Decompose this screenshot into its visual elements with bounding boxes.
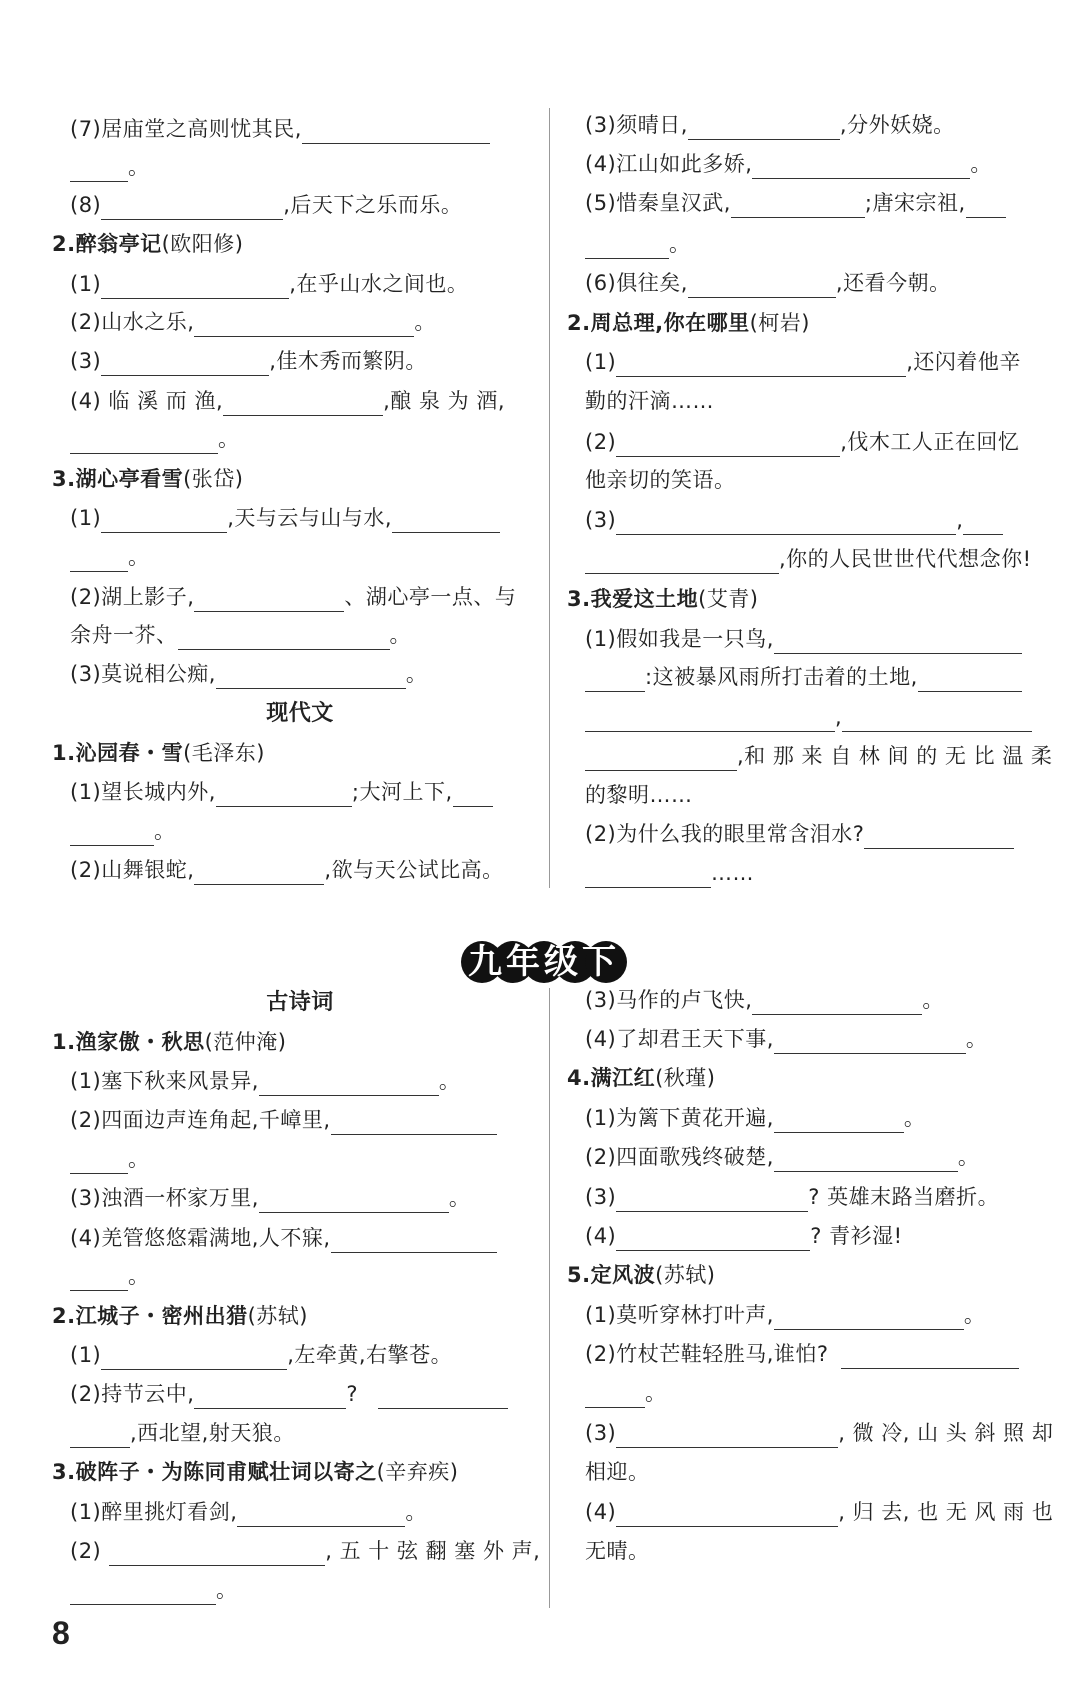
item-line [585,1457,650,1487]
answer-blank[interactable] [585,236,669,259]
item-line [585,465,736,495]
answer-blank[interactable] [302,121,490,144]
prompt-text: (1)为篱下黄花开遍, [585,1106,774,1130]
prompt-text: (1)塞下秋来风景异, [70,1069,259,1093]
heading-author: (张岱) [183,467,244,491]
prompt-text: 的黎明…… [585,783,693,807]
answer-blank[interactable] [331,1112,497,1135]
prompt-text: ,天与云与山与水, [227,506,393,530]
prompt-text: ,在乎山水之间也。 [289,272,469,296]
answer-blank[interactable] [101,276,289,299]
answer-blank[interactable] [864,826,1014,849]
prompt-text: (4)江山如此多娇, [585,152,753,176]
prompt-text: ,佳木秀而繁阴。 [269,349,427,373]
prompt-text: (5)惜秦皇汉武, [585,191,731,215]
item-line [585,702,1032,732]
item-line [70,1223,497,1253]
prompt-text: 余舟一芥、 [70,623,178,647]
item-line [585,188,1006,218]
heading-number: 3. [52,467,76,491]
answer-blank[interactable] [194,589,344,612]
item-line [70,1144,150,1174]
answer-blank[interactable] [774,1031,966,1054]
answer-blank[interactable] [585,865,711,888]
prompt-text: 。 [970,152,992,176]
item-line [70,1261,150,1291]
item-line [585,1221,903,1251]
prompt-text: ? [346,1382,359,1406]
answer-blank[interactable] [774,1307,964,1330]
heading-number: 3. [52,1460,76,1484]
answer-blank[interactable] [752,992,922,1015]
item-line [585,347,1021,377]
heading-title: 破阵子・为陈同甫赋壮词以寄之 [75,1460,377,1484]
prompt-text: 。 [448,1186,471,1210]
item-line [585,110,955,140]
prompt-text: , [956,508,964,532]
answer-blank[interactable] [774,1149,958,1172]
poem-heading [52,229,243,259]
heading-title: 醉翁亭记 [75,232,162,256]
heading-title: 沁园春・雪 [75,741,184,765]
prompt-text: (2) [70,1539,102,1563]
answer-blank[interactable] [70,1582,216,1605]
item-line [585,1378,667,1408]
item-line [585,386,714,416]
page-number: 8 [52,1615,70,1651]
prompt-text: (3) [585,1421,617,1445]
answer-blank[interactable] [70,549,128,572]
prompt-text: (2)四面歌残终破楚, [585,1145,774,1169]
prompt-text: 。 [128,1147,150,1171]
item-line [585,268,951,298]
prompt-text: (1)醉里挑灯看剑, [70,1500,238,1524]
item-line [585,1418,1053,1448]
item-line [70,1418,295,1448]
prompt-text: 。 [128,155,150,179]
answer-blank[interactable] [616,512,956,535]
prompt-text: 、湖心亭一点、与 [344,585,517,609]
answer-blank[interactable] [774,631,1022,654]
item-line [70,346,427,376]
item-line [70,503,500,533]
answer-blank[interactable] [392,510,500,533]
poem-heading [567,1063,715,1093]
banner-title: 九年级下册 [468,942,620,1030]
answer-blank[interactable] [616,1228,810,1251]
heading-author: (秋瑾) [655,1066,716,1090]
section-title-modern: 现代文 [266,701,334,726]
prompt-text: (8) [70,193,102,217]
prompt-text: 他亲切的笑语。 [585,468,736,492]
item-line [585,780,693,810]
prompt-text: , [835,705,843,729]
heading-number: 5. [567,1263,591,1287]
answer-blank[interactable] [223,393,383,416]
item-line [585,624,1022,654]
answer-blank[interactable] [842,709,1032,732]
prompt-text: 勤的汗滴…… [585,389,714,413]
prompt-text: (2)为什么我的眼里常含泪水? [585,822,865,846]
prompt-text: (4) [585,1500,617,1524]
heading-title: 我爱这土地 [590,587,699,611]
prompt-text: ,左牵黄,右擎苍。 [287,1343,453,1367]
item-line [585,427,1019,457]
prompt-text: (3) [585,1185,617,1209]
answer-blank[interactable] [101,353,269,376]
answer-blank[interactable] [616,1189,808,1212]
prompt-text: 。 [903,1106,926,1130]
item-line [585,662,1022,692]
prompt-text: (2) [585,430,617,454]
heading-author: (欧阳修) [161,232,244,256]
answer-blank[interactable] [616,1504,838,1527]
answer-blank[interactable] [616,434,840,457]
heading-author: (苏轼) [247,1304,308,1328]
prompt-text: 。 [957,1145,980,1169]
answer-blank[interactable] [194,1386,346,1409]
prompt-text: 。 [438,1069,461,1093]
answer-blank[interactable] [378,1386,508,1409]
item-line [585,149,992,179]
prompt-text: ,伐木工人正在回忆 [840,430,1020,454]
prompt-text: (4)羌管悠悠霜满地,人不寐, [70,1226,331,1250]
poem-heading [567,1260,715,1290]
poem-heading [52,1301,308,1331]
prompt-text: 。 [669,232,691,256]
item-line [585,1536,650,1566]
heading-number: 2. [567,311,591,335]
prompt-text: , 归 去, 也 无 风 雨 也 [838,1500,1054,1524]
item-line [70,190,462,220]
prompt-text: 。 [128,545,150,569]
answer-blank[interactable] [259,1190,449,1213]
item-line [70,1066,460,1096]
heading-title: 满江红 [590,1066,656,1090]
prompt-text: ,欲与天公试比高。 [324,858,504,882]
item-line [70,542,150,572]
answer-blank[interactable] [688,117,840,140]
item-line [70,1497,427,1527]
prompt-text: (7)居庙堂之高则忧其民, [70,117,302,141]
answer-blank[interactable] [688,275,836,298]
answer-blank[interactable] [101,197,283,220]
heading-number: 2. [52,1304,76,1328]
heading-number: 1. [52,1030,76,1054]
prompt-text: 。 [128,1264,150,1288]
prompt-text: (4)了却君王天下事, [585,1027,774,1051]
prompt-text: ;唐宋宗祖, [864,191,966,215]
item-line [70,582,516,612]
item-line [585,1497,1053,1527]
item-line [70,620,411,650]
prompt-text: 。 [645,1381,667,1405]
item-line [70,1575,238,1605]
answer-blank[interactable] [585,551,779,574]
answer-blank[interactable] [194,862,324,885]
heading-number: 2. [52,232,76,256]
answer-blank[interactable] [70,431,218,454]
answer-blank[interactable] [178,627,390,650]
answer-blank[interactable] [70,159,128,182]
item-line [70,424,240,454]
prompt-text: (6)俱往矣, [585,271,688,295]
prompt-text: (3)浊酒一杯家万里, [70,1186,259,1210]
answer-blank[interactable] [731,195,865,218]
answer-blank[interactable] [101,510,227,533]
prompt-text: (4) 临 溪 而 渔, [70,389,224,413]
heading-author: (辛弃疾) [376,1460,459,1484]
item-line [585,1024,987,1054]
item-line [70,1340,452,1370]
item-line [70,659,427,689]
prompt-text: 。 [218,427,240,451]
prompt-text: ,西北望,射天狼。 [130,1421,295,1445]
answer-blank[interactable] [585,669,645,692]
heading-number: 3. [567,587,591,611]
item-line [70,1536,540,1566]
prompt-text: (1) [585,350,617,374]
item-line [585,229,691,259]
prompt-text: (1)莫听穿林打叶声, [585,1303,774,1327]
prompt-text: 。 [405,662,428,686]
prompt-text: ? 英雄末路当磨折。 [808,1185,1000,1209]
prompt-text: 。 [389,623,411,647]
item-line [585,1300,985,1330]
prompt-text: ,分外妖娆。 [839,113,955,137]
item-line [585,819,1014,849]
prompt-text: 。 [965,1027,988,1051]
prompt-text: (3)莫说相公痴, [70,662,216,686]
item-line [585,741,1052,771]
prompt-text: :这被暴风雨所打击着的土地, [645,665,918,689]
answer-blank[interactable] [752,156,970,179]
answer-blank[interactable] [194,314,414,337]
answer-blank[interactable] [109,1543,325,1566]
answer-blank[interactable] [616,1425,838,1448]
prompt-text: (2)湖上影子, [70,585,195,609]
prompt-text: 。 [216,1578,238,1602]
heading-title: 湖心亭看雪 [75,467,184,491]
column-divider [549,108,550,888]
answer-blank[interactable] [453,784,493,807]
prompt-text: (1)假如我是一只鸟, [585,627,774,651]
heading-title: 定风波 [590,1263,656,1287]
item-line [70,777,493,807]
prompt-text: ,和 那 来 自 林 间 的 无 比 温 柔 [737,744,1053,768]
prompt-text: 。 [922,988,944,1012]
answer-blank[interactable] [963,512,1003,535]
answer-blank[interactable] [70,1425,130,1448]
item-line [70,816,176,846]
prompt-text: , 微 冷, 山 头 斜 照 却 [838,1421,1054,1445]
answer-blank[interactable] [70,1151,128,1174]
item-line [585,544,1032,574]
heading-title: 江城子・密州出猎 [75,1304,248,1328]
answer-blank[interactable] [918,669,1022,692]
prompt-text: (2)持节云中, [70,1382,195,1406]
prompt-text: 无晴。 [585,1539,650,1563]
answer-blank[interactable] [774,1110,904,1133]
item-line [585,505,1003,535]
grade-banner [461,938,627,1030]
item-line [585,1142,979,1172]
prompt-text: ,后天下之乐而乐。 [283,193,463,217]
answer-blank[interactable] [331,1230,497,1253]
answer-blank[interactable] [585,1385,645,1408]
prompt-text: 相迎。 [585,1460,650,1484]
item-line [585,985,944,1015]
heading-number: 1. [52,741,76,765]
heading-title: 周总理,你在哪里 [590,311,750,335]
prompt-text: ,酿 泉 为 酒, [383,389,506,413]
item-line [585,858,754,888]
answer-blank[interactable] [216,784,352,807]
poem-heading [567,584,758,614]
item-line [70,1379,508,1409]
item-line [70,307,436,337]
prompt-text: (4) [585,1224,617,1248]
item-line [70,855,504,885]
poem-heading [567,308,810,338]
prompt-text: 。 [405,1500,427,1524]
prompt-text: (2)山舞银蛇, [70,858,195,882]
poem-heading [52,738,265,768]
prompt-text: …… [711,861,754,885]
poem-heading [52,1457,458,1487]
answer-blank[interactable] [216,666,406,689]
answer-blank[interactable] [585,709,835,732]
answer-blank[interactable] [841,1346,1019,1369]
prompt-text: , 五 十 弦 翻 塞 外 声, [325,1539,541,1563]
answer-blank[interactable] [70,823,154,846]
prompt-text: 。 [414,310,436,334]
heading-author: (苏轼) [655,1263,716,1287]
item-line [70,1183,470,1213]
prompt-text: ;大河上下, [351,780,453,804]
item-line [585,1182,999,1212]
answer-blank[interactable] [616,354,906,377]
item-line [70,1105,497,1135]
prompt-text: (1) [70,272,102,296]
heading-title: 渔家傲・秋思 [75,1030,205,1054]
prompt-text: (1)望长城内外, [70,780,216,804]
prompt-text: (3)马作的卢飞快, [585,988,753,1012]
prompt-text: (1) [70,506,102,530]
item-line [70,386,505,416]
prompt-text: (3)须晴日, [585,113,688,137]
heading-author: (柯岩) [749,311,810,335]
prompt-text: (2)竹杖芒鞋轻胜马,谁怕? [585,1342,829,1366]
section-title-classical: 古诗词 [266,990,334,1015]
poem-heading [52,464,243,494]
prompt-text: 。 [154,819,176,843]
poem-heading [52,1027,286,1057]
prompt-text: 。 [963,1303,986,1327]
prompt-text: (2)四面边声连角起,千嶂里, [70,1108,331,1132]
item-line [70,152,150,182]
item-line [70,114,490,144]
answer-blank[interactable] [259,1073,439,1096]
item-line [70,269,468,299]
heading-number: 4. [567,1066,591,1090]
prompt-text: ,你的人民世世代代想念你! [779,547,1032,571]
answer-blank[interactable] [101,1347,287,1370]
prompt-text: (3) [585,508,617,532]
item-line [585,1103,925,1133]
answer-blank[interactable] [966,195,1006,218]
prompt-text: (2)山水之乐, [70,310,195,334]
heading-author: (毛泽东) [183,741,265,765]
prompt-text: ? 青衫湿! [810,1224,903,1248]
item-line [585,1339,1019,1369]
prompt-text: ,还看今朝。 [835,271,951,295]
prompt-text: (1) [70,1343,102,1367]
heading-author: (艾青) [698,587,759,611]
answer-blank[interactable] [237,1504,405,1527]
answer-blank[interactable] [70,1268,128,1291]
answer-blank[interactable] [585,748,737,771]
heading-author: (范仲淹) [204,1030,287,1054]
prompt-text: (3) [70,349,102,373]
column-divider [549,988,550,1608]
prompt-text: ,还闪着他辛 [906,350,1021,374]
